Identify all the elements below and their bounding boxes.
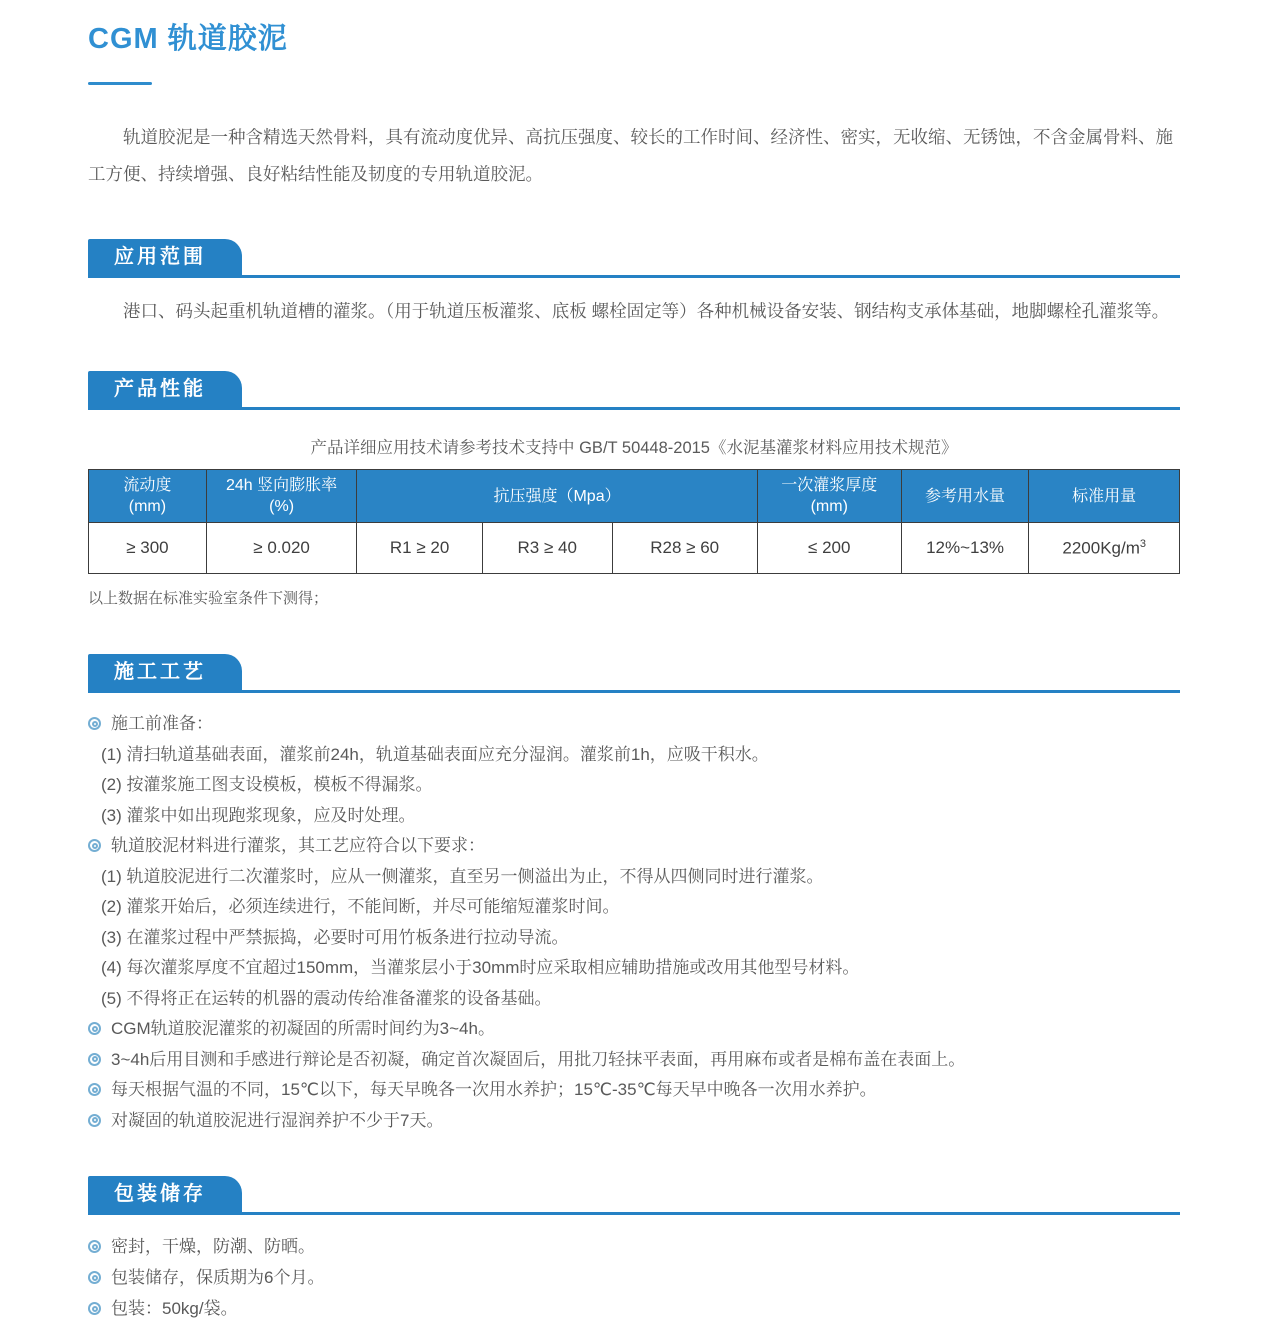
list-item — [88, 984, 1180, 1015]
cell-flow: ≥ 300 — [89, 523, 207, 574]
bullet-icon — [88, 1022, 101, 1035]
col-header-strength: 抗压强度（Mpa） — [357, 470, 757, 523]
list-item-text: 包装储存，保质期为6个月。 — [111, 1268, 325, 1287]
cell-water: 12%~13% — [901, 523, 1029, 574]
section-header-performance — [88, 371, 1180, 410]
page-title: CGM 轨道胶泥 — [88, 23, 288, 55]
list-item — [88, 892, 1180, 923]
list-item — [88, 862, 1180, 893]
list-item-text: (5) 不得将正在运转的机器的震动传给准备灌浆的设备基础。 — [101, 988, 552, 1008]
list-item — [88, 801, 1180, 832]
list-item-text: (1) 轨道胶泥进行二次灌浆时，应从一侧灌浆，直至另一侧溢出为止，不得从四侧同时进行灌浆。 — [101, 866, 824, 886]
list-item — [88, 923, 1180, 954]
list-item-text: 对凝固的轨道胶泥进行湿润养护不少于7天。 — [111, 1110, 444, 1130]
list-item — [88, 740, 1180, 771]
section-badge: 施工工艺 — [88, 654, 242, 690]
list-item-text: (4) 每次灌浆厚度不宜超过150mm，当灌浆层小于30mm时应采取相应辅助措施或改用其他型号材料。 — [101, 958, 860, 977]
bullet-icon — [88, 1240, 101, 1253]
list-item-text: (3) 在灌浆过程中严禁振捣，必要时可用竹板条进行拉动导流。 — [101, 927, 569, 947]
bullet-icon — [88, 1302, 101, 1315]
construction-list — [88, 709, 1180, 1136]
list-item — [88, 1045, 1180, 1076]
section-header-construction — [88, 654, 1180, 693]
section-header-application — [88, 239, 1180, 278]
bullet-icon — [88, 1083, 101, 1096]
list-item — [88, 1014, 1180, 1045]
bullet-icon — [88, 717, 101, 730]
application-body: 港口、码头起重机轨道槽的灌浆。（用于轨道压板灌浆、底板 螺栓固定等）各种机械设备安装、钢结构支承体基础，地脚螺栓孔灌浆等。 — [123, 301, 1170, 321]
list-item-text: (1) 清扫轨道基础表面，灌浆前24h，轨道基础表面应充分湿润。灌浆前1h，应吸干积水。 — [101, 744, 769, 764]
col-header-thickness: 一次灌浆厚度 (mm) — [757, 470, 901, 523]
cell-dosage: $2200Kg/m^3$ — [1029, 523, 1180, 574]
section-badge: 包装储存 — [88, 1176, 242, 1212]
cell-r1: R1 ≥ 20 — [357, 523, 482, 574]
bullet-icon — [88, 1114, 101, 1127]
list-item — [88, 831, 1180, 862]
list-item — [88, 1075, 1180, 1106]
list-item-text: 施工前准备： — [111, 714, 213, 733]
cell-expansion: ≥ 0.020 — [206, 523, 357, 574]
list-item — [88, 1262, 1180, 1293]
table-data-row — [89, 523, 1180, 574]
list-item-text: 密封，干燥，防潮、防晒。 — [111, 1237, 315, 1256]
cell-r28: R28 ≥ 60 — [612, 523, 757, 574]
performance-note: 产品详细应用技术请参考技术支持中 GB/T 50448-2015《水泥基灌浆材料应用技术规范》 — [310, 439, 958, 457]
col-header-dosage: 标准用量 — [1029, 470, 1180, 523]
section-badge: 应用范围 — [88, 239, 242, 275]
list-item-text: (2) 灌浆开始后，必须连续进行，不能间断，并尽可能缩短灌浆时间。 — [101, 897, 620, 916]
col-header-expansion: 24h 竖向膨胀率 (%) — [206, 470, 357, 523]
title-divider — [88, 82, 152, 85]
cell-r3: R3 ≥ 40 — [482, 523, 612, 574]
list-item — [88, 1106, 1180, 1137]
spec-table — [88, 469, 1180, 574]
list-item — [88, 1293, 1180, 1324]
list-item-text: (2) 按灌浆施工图支设模板，模板不得漏浆。 — [101, 775, 433, 794]
col-header-water: 参考用水量 — [901, 470, 1029, 523]
bullet-icon — [88, 1053, 101, 1066]
bullet-icon — [88, 839, 101, 852]
list-item-text: 3~4h后用目测和手感进行辩论是否初凝，确定首次凝固后，用批刀轻抹平表面，再用麻布或者是棉布盖在表面上。 — [111, 1049, 966, 1069]
storage-list — [88, 1231, 1180, 1324]
bullet-icon — [88, 1271, 101, 1284]
col-header-flow: 流动度 (mm) — [89, 470, 207, 523]
list-item-text: (3) 灌浆中如出现跑浆现象，应及时处理。 — [101, 805, 416, 825]
list-item-text: 包装：50kg/袋。 — [111, 1299, 238, 1318]
table-header-row — [89, 470, 1180, 523]
list-item-text: CGM轨道胶泥灌浆的初凝固的所需时间约为3~4h。 — [111, 1019, 495, 1038]
list-item — [88, 1231, 1180, 1262]
list-item — [88, 709, 1180, 740]
cell-thickness: ≤ 200 — [757, 523, 901, 574]
table-footnote: 以上数据在标准实验室条件下测得； — [88, 590, 329, 607]
list-item — [88, 953, 1180, 984]
list-item-text: 每天根据气温的不同，15℃以下，每天早晚各一次用水养护；15℃-35℃每天早中晚各一次用水养护。 — [111, 1080, 877, 1099]
section-header-storage — [88, 1176, 1180, 1215]
list-item — [88, 770, 1180, 801]
list-item-text: 轨道胶泥材料进行灌浆，其工艺应符合以下要求： — [111, 836, 485, 855]
section-badge: 产品性能 — [88, 371, 242, 407]
intro-paragraph: 轨道胶泥是一种含精选天然骨料，具有流动度优异、高抗压强度、较长的工作时间、经济性、密实，无收缩、无锈蚀，不含金属骨料、施工方便、持续增强、良好粘结性能及韧度的专用轨道胶泥。 — [88, 127, 1173, 184]
